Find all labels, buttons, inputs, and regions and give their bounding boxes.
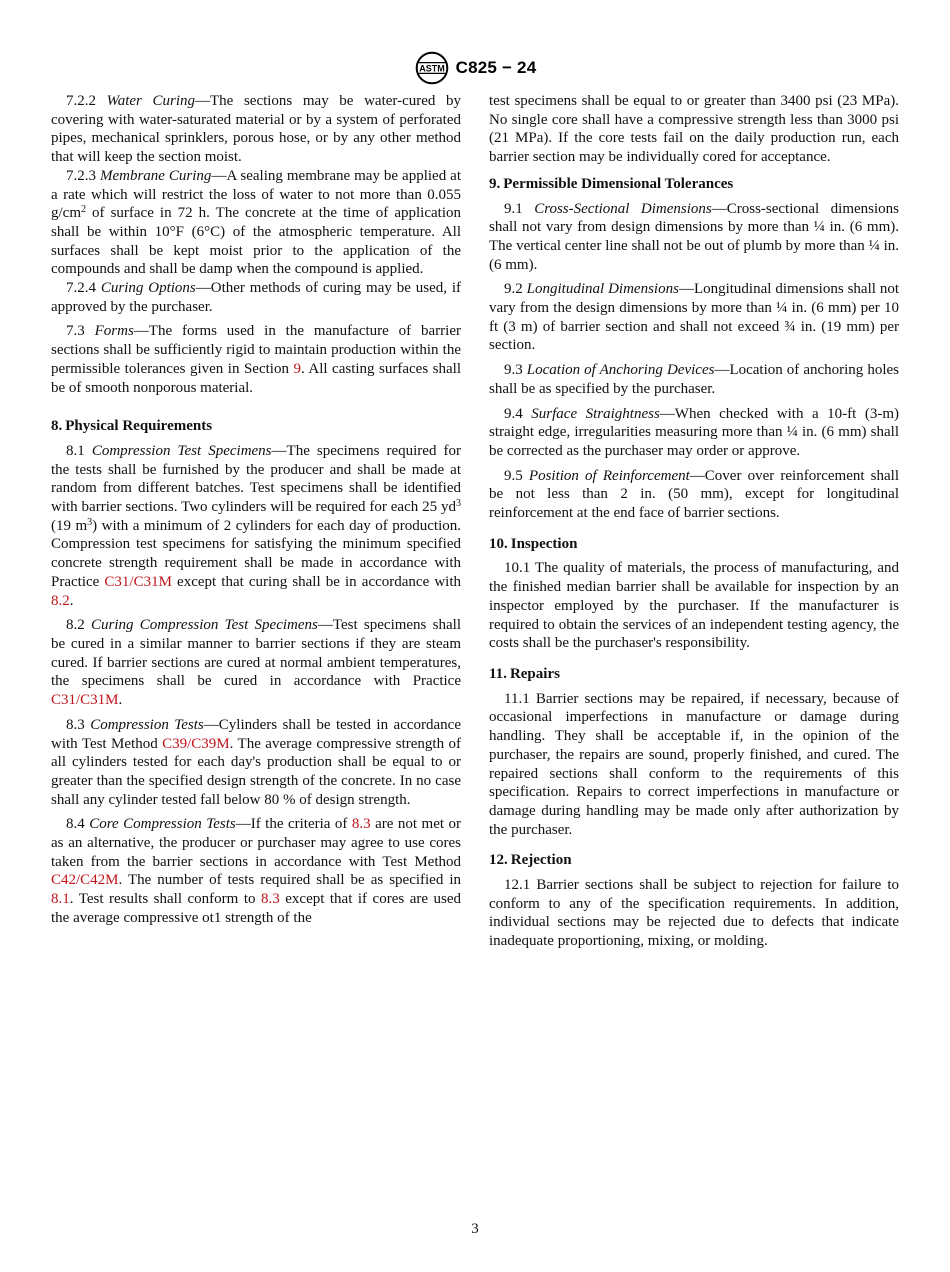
link-section-8-1[interactable]: 8.1: [51, 891, 70, 908]
right-column: [489, 92, 899, 951]
link-c42-c42m[interactable]: C42/C42M: [51, 872, 119, 889]
paragraph-8-2: 8.2 Curing Compression Test Specimens—Test specimens shall be cured in a similar manner to barrier sections if they are steam cured. If barrier sections are cured at normal ambient temperatures, the specimens shall be cured in accordance with Practice C31/C31M.: [51, 617, 461, 709]
section-heading-10: 10. Inspection: [489, 535, 578, 552]
document-designation: C825 − 24: [455, 58, 537, 77]
paragraph-9-4: 9.4 Surface Straightness—When checked with a 10-ft (3-m) straight edge, irregularities measuring more than ¼ in. (6 mm) shall be corrected as the purchaser may order or approve.: [489, 405, 899, 459]
link-section-8-3[interactable]: 8.3: [351, 816, 371, 833]
link-c31-c31m[interactable]: C31/C31M: [51, 692, 119, 709]
paragraph-8-1: 8.1 Compression Test Specimens—The specimens required for the tests shall be furnished by the producer and shall be made at random from different batches. Test specimens shall be identified with barrier sections. Two cylinders will be required for each 25 $yd^3$ (19 $m^3$) with a minimum of 2 cylinders for each day of production. Compression test specimens for satisfying the minimum specified concrete strength requirement shall be made in accordance with Practice C31/C31M except that curing shall be in accordance with 8.2.: [51, 442, 462, 609]
paragraph-11-1: 11.1 Barrier sections may be repaired, if necessary, because of occasional imperfections in manufacture or damage during handling. They shall be acceptable if, in the opinion of the purchaser, the repairs are sound, properly finished, and cured. The repaired sections shall conform to the requirements of this specification. Repairs to correct imperfections in manufacture or damage during handling may be made only after authorization by the purchaser.: [489, 690, 900, 838]
section-heading-12: 12. Rejection: [489, 852, 572, 869]
astm-logo-icon: [414, 50, 450, 86]
link-c39-c39m[interactable]: C39/C39M: [162, 735, 230, 752]
paragraph-8-3: 8.3 Compression Tests—Cylinders shall be tested in accordance with Test Method C39/C39M. The average compressive strength of all cylinders tested for each day's production shall be equal to or greater than the specified design strength of the concrete. In no case shall any cylinder tested fall below 80 % of design strength.: [51, 716, 461, 808]
link-section-8-3[interactable]: 8.3: [261, 891, 280, 908]
paragraph-8-4: 8.4 Core Compression Tests—If the criteria of 8.3 are not met or as an alternative, the producer or purchaser may agree to use cores taken from the barrier sections in accordance with Test Method C42/C42M. The number of tests required shall be as specified in 8.1. Test results shall conform to 8.3 except that if cores are used the average compressive ot1 strength of the: [51, 816, 462, 926]
paragraph-8-4-continued: test specimens shall be equal to or greater than 3400 psi (23 MPa). No single core shall have a compressive strength less than 3000 psi (21 MPa). If the core tests fail on the daily production run, each barrier section may be individually cored for acceptance.: [489, 93, 899, 166]
paragraph-7-2-4: 7.2.4 Curing Options—Other methods of curing may be used, if approved by the purchaser.: [51, 280, 462, 315]
section-heading-9: 9. Permissible Dimensional Tolerances: [489, 175, 734, 192]
page-number: 3: [471, 1221, 479, 1237]
paragraph-7-2-2: 7.2.2 Water Curing—The sections may be water-cured by covering with water-saturated material or by a system of perforated pipes, mechanical sprinklers, porous hose, or by any other method that will keep the section moist.: [51, 93, 461, 166]
paragraph-7-3: 7.3 Forms—The forms used in the manufacture of barrier sections shall be sufficiently rigid to maintain production within the permissible tolerances given in Section 9. All casting surfaces shall be of smooth nonporous material.: [51, 323, 461, 396]
svg-text:ASTM: ASTM: [418, 63, 445, 74]
paragraph-9-1: 9.1 Cross-Sectional Dimensions—Cross-sectional dimensions shall not vary from design dimensions by more than ¼ in. (6 mm). The vertical center line shall not be out of plumb by more than ¼ in. (6 mm).: [489, 200, 899, 273]
paragraph-7-2-3: 7.2.3 Membrane Curing—A sealing membrane may be applied at a rate which will restrict the loss of water to not more than 0.055 $g/cm^2$ of surface in 72 h. The concrete at the time of application shall be within 10°F (6°C) of the atmospheric temperature. All surfaces shall be kept moist prior to the application of the compounds and shall be damp when the compound is applied.: [51, 167, 461, 278]
link-section-9[interactable]: 9: [293, 360, 301, 377]
paragraph-9-5: 9.5 Position of Reinforcement—Cover over reinforcement shall be not less than 2 in. (50 mm), except for longitudinal reinforcement at the end face of barrier sections.: [489, 467, 900, 522]
paragraph-10-1: 10.1 The quality of materials, the process of manufacturing, and the finished median barrier shall be available for inspection by an inspector employed by the purchaser. If the manufacturer is required to obtain the services of an independent testing agency, the costs shall be the purchaser's responsibility.: [489, 560, 899, 652]
left-column: [51, 92, 461, 928]
paragraph-9-3: 9.3 Location of Anchoring Devices—Location of anchoring holes shall be as specified by the purchaser.: [489, 362, 900, 397]
link-section-8-2[interactable]: 8.2: [51, 592, 70, 609]
paragraph-12-1: 12.1 Barrier sections shall be subject to rejection for failure to conform to any of the specification requirements. In addition, individual sections may be rejected due to defects that indicate inadequate proportioning, mixing, or molding.: [489, 877, 900, 950]
link-c31-c31m[interactable]: C31/C31M: [104, 573, 172, 590]
section-heading-8: 8. Physical Requirements: [51, 418, 213, 435]
paragraph-9-2: 9.2 Longitudinal Dimensions—Longitudinal dimensions shall not vary from the design dimensions by more than ¼ in. (6 mm) per 10 ft (3 m) of barrier section and shall not exceed ¾ in. (19 mm) per section.: [489, 281, 899, 354]
section-heading-11: 11. Repairs: [489, 665, 560, 682]
page-header: [0, 50, 950, 86]
